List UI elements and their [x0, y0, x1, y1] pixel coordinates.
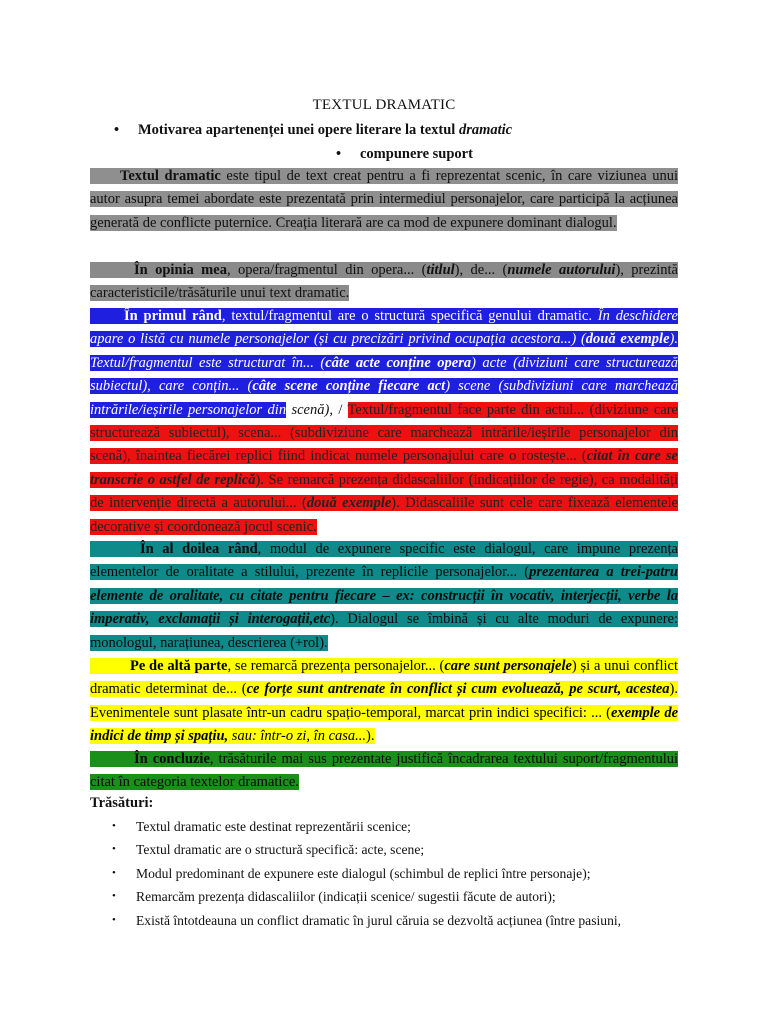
list-item: • Există întotdeauna un conflict dramatic în jurul căruia se dezvoltă acțiunea (între pasiuni, — [90, 909, 680, 932]
traits-title: Trăsături: — [90, 795, 154, 811]
list-item: • Textul dramatic este destinat reprezentării scenice; — [90, 815, 680, 838]
paragraph-characters: Pe de altă parte, se remarcă prezența personajelor... (care sunt personajele) și a unui conflict dramatic determinat de... (ce forțe sunt antrenate în conflict și cum evoluează, pe scurt, acestea). Evenimentele sunt plasate într-un cadru spațio-temporal, marcat prin indici specifici: ... (exemple de indici de timp și spațiu, sau: într-o zi, în casa...). — [90, 658, 678, 745]
list-item: • Remarcăm prezența didascaliilor (indicații scenice/ sugestii făcute de autori); — [90, 885, 680, 908]
heading-compunere: • compunere suport — [336, 146, 473, 162]
bullet-icon: • — [114, 122, 120, 138]
bullet-icon: • — [112, 820, 116, 832]
paragraph-structure: În primul rând, textul/fragmentul are o structură specifică genului dramatic. În deschidere apare o listă cu numele personajelor (și cu precizări privind ocupația acestora...) (două exemple). Textul/fragmentul este structurat în... (câte acte conține opera) acte (diviziuni care structurează subiectul), care conțin... (câte scene conține fiecare act) scene (subdiviziuni care marchează intrările/ieșirile personajelor din scenă), / Textul/fragmentul face parte din actul... (diviziune care structurează subiectul), scena... (subdiviziune care marchează intrările/ieșirile personajelor din scenă), înaintea fiecărei replici fiind indicat numele personajului care o rostește... (citat în care se transcrie o astfel de replică). Se remarcă prezența didascaliilor (indicațiilor de regie), ca modalități de intervenție directă a autorului... (două exemple). Didascaliile sunt cele care fixează elementele decorative și coordonează jocul scenic. — [90, 308, 678, 535]
paragraph-opinion: În opinia mea, opera/fragmentul din opera... (titlul), de... (numele autorului), prezintă caracteristicile/trăsăturile unui text dramatic. — [90, 262, 678, 302]
list-item: • Modul predominant de expunere este dialogul (schimbul de replici între personaje); — [90, 862, 680, 885]
heading-motivare: • Motivarea apartenenței unei opere literare la textul dramatic — [114, 122, 513, 138]
paragraph-definition: Textul dramatic este tipul de text creat pentru a fi reprezentat scenic, în care viziunea unui autor asupra temei abordate este prezentată prin intermediul personajelor, care participă la acțiunea generată de conflicte puternice. Creația literară are ca mod de expunere dominant dialogul. — [90, 168, 678, 231]
paragraph-dialogue: În al doilea rând, modul de expunere specific este dialogul, care impune prezența elementelor de oralitate a stilului, prezente în replicile personajelor... (prezentarea a trei-patru elemente de oralitate, cu citate pentru fiecare – ex: construcții în vocativ, interjecții, verbe la imperativ, exclamații și interogații,etc). Dialogul se îmbină și cu alte moduri de expunere: monologul, narațiunea, descrierea (+rol). — [90, 541, 678, 651]
bullet-icon: • — [112, 866, 116, 879]
traits-list — [90, 815, 680, 932]
page-title: TEXTUL DRAMATIC — [312, 97, 456, 113]
bullet-icon: • — [112, 890, 116, 903]
list-item: • Textul dramatic are o structură specifică: acte, scene; — [90, 838, 680, 861]
bullet-icon: • — [112, 913, 116, 926]
paragraph-conclusion: În concluzie, trăsăturile mai sus prezentate justifică încadrarea textului suport/fragmentului citat în categoria textelor dramatice. — [90, 751, 679, 791]
bullet-icon: • — [112, 843, 116, 856]
bullet-icon: • — [336, 146, 342, 162]
